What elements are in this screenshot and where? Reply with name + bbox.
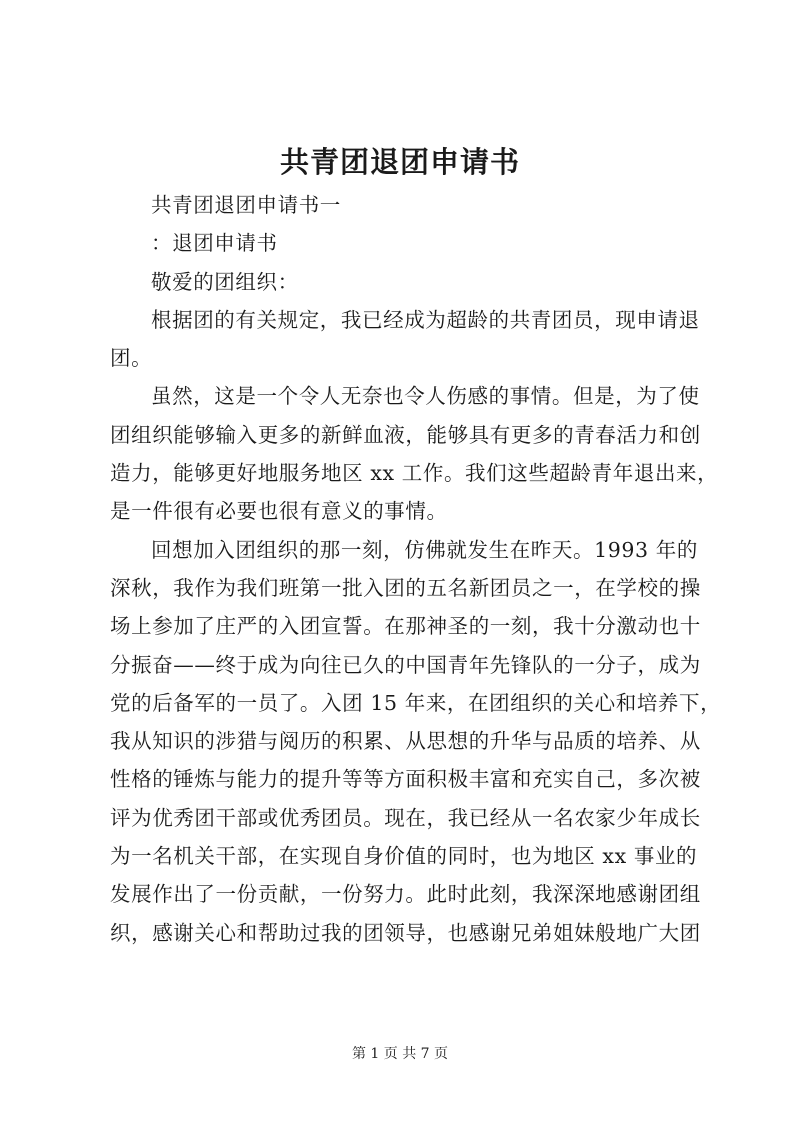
body-line: ：退团申请书	[151, 231, 278, 256]
body-line: 性格的锤炼与能力的提升等等方面积极丰富和充实自己，多次被	[110, 767, 701, 792]
body-line: 造力，能够更好地服务地区 xx 工作。我们这些超龄青年退出来，	[110, 461, 719, 486]
body-line: 为一名机关干部，在实现自身价值的同时，也为地区 xx 事业的	[110, 844, 698, 869]
body-line: 敬爱的团组织：	[151, 269, 299, 294]
body-line: 织，感谢关心和帮助过我的团领导，也感谢兄弟姐妹般地广大团	[110, 920, 701, 945]
document-title: 共青团退团申请书	[279, 145, 520, 179]
page-indicator: 第 1 页 共 7 页	[351, 1046, 449, 1062]
body-line: 发展作出了一份贡献，一份努力。此时此刻，我深深地感谢团组	[110, 882, 701, 907]
document-body	[110, 186, 722, 952]
body-line: 根据团的有关规定，我已经成为超龄的共青团员，现申请退	[151, 307, 700, 332]
body-line: 我从知识的涉猎与阅历的积累、从思想的升华与品质的培养、从	[110, 729, 701, 754]
body-line: 深秋，我作为我们班第一批入团的五名新团员之一，在学校的操	[110, 575, 701, 600]
body-line: 评为优秀团干部或优秀团员。现在，我已经从一名农家少年成长	[110, 805, 701, 830]
body-line: 党的后备军的一员了。入团 15 年来，在团组织的关心和培养下，	[110, 690, 722, 715]
body-line: 团。	[110, 346, 153, 371]
body-line: 场上参加了庄严的入团宣誓。在那神圣的一刻，我十分激动也十	[110, 614, 701, 639]
body-line: 共青团退团申请书一	[151, 193, 341, 217]
body-line: 分振奋——终于成为向往已久的中国青年先锋队的一分子，成为	[110, 652, 701, 677]
body-line: 团组织能够输入更多的新鲜血液，能够具有更多的青春活力和创	[110, 422, 701, 447]
body-line: 回想加入团组织的那一刻，仿佛就发生在昨天。1993 年的	[151, 537, 698, 562]
body-line: 虽然，这是一个令人无奈也令人伤感的事情。但是，为了使	[151, 384, 700, 409]
body-line: 是一件很有必要也很有意义的事情。	[110, 499, 448, 524]
